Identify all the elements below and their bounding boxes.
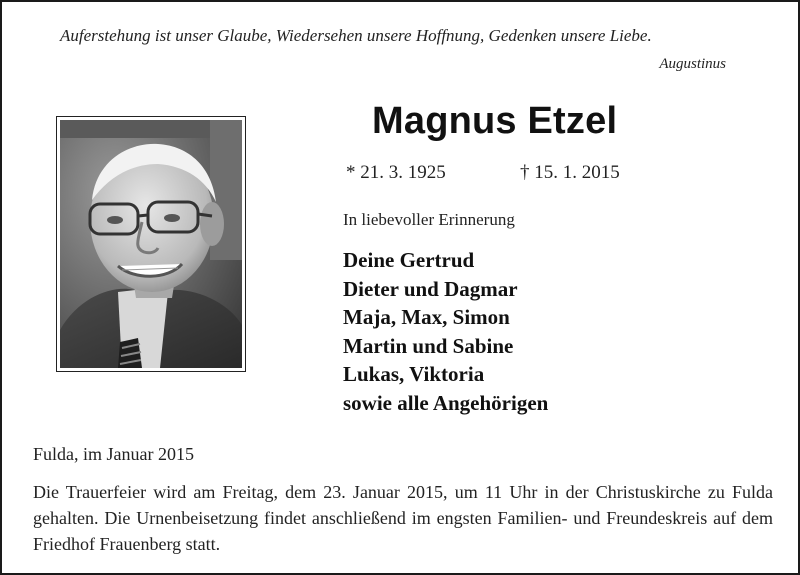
quote-text: Auferstehung ist unser Glaube, Wiedersehen unsere Hoffnung, Gedenken unsere Liebe. [60,26,652,45]
mourner-item: Maja, Max, Simon [343,305,510,329]
mourner-item: sowie alle Angehörigen [343,390,549,415]
mourner-item: Lukas, Viktoria [343,362,485,386]
birth-date: * 21. 3. 1925 [346,162,446,183]
mourner-item: Martin und Sabine [343,333,514,358]
mourner-item: Deine Gertrud [343,248,475,272]
quote-author: Augustinus [659,56,726,72]
place-date: Fulda, im Januar 2015 [33,444,194,464]
memory-line: In liebevoller Erinnerung [343,210,515,229]
mourners-list [343,246,548,417]
portrait-photo-icon [60,120,242,368]
deceased-name: Magnus Etzel [372,100,618,142]
ceremony-text: Die Trauerfeier wird am Freitag, dem 23. Januar 2015, um 11 Uhr in der Christuskirche zu Fulda gehalten. Die Urnenbeisetzung findet anschließend im engsten Familien- und Freundeskreis auf dem Friedhof Frauenberg statt. [33,482,773,554]
portrait-photo [56,116,246,372]
death-date: † 15. 1. 2015 [520,162,620,183]
mourner-item: Dieter und Dagmar [343,276,518,301]
